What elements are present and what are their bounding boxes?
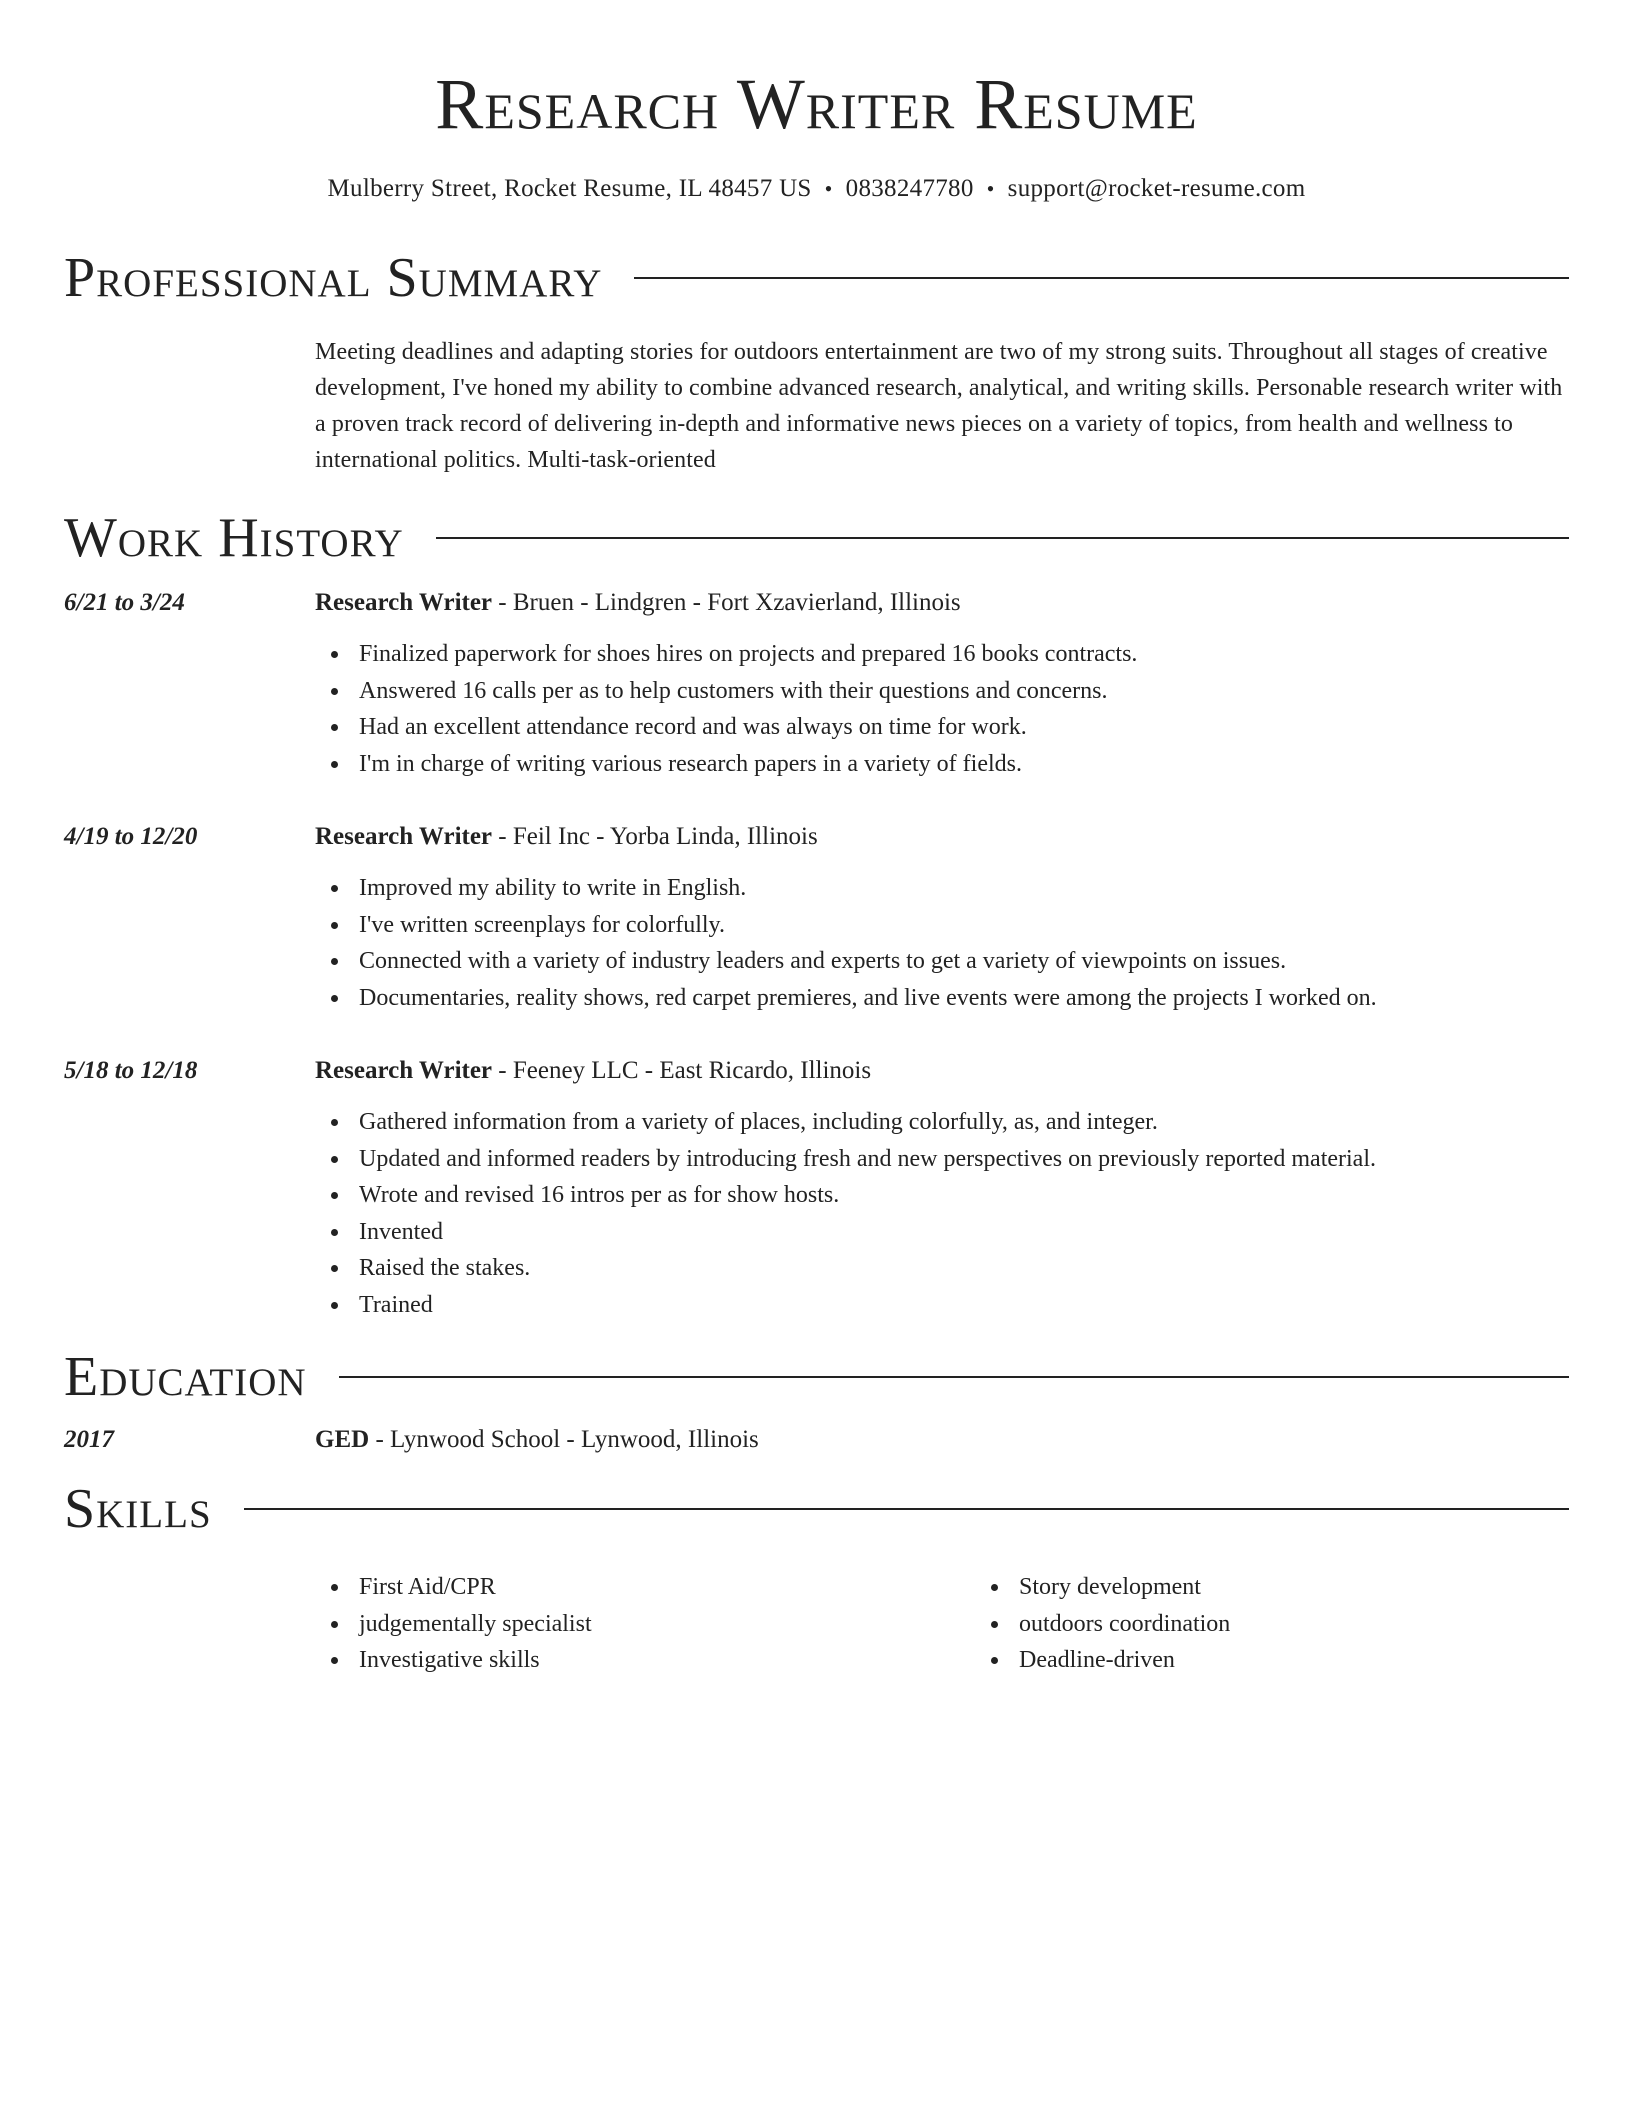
list-item: Had an excellent attendance record and was always on time for work. (359, 709, 1569, 746)
contact-phone: 0838247780 (845, 175, 974, 202)
job-bullets (315, 636, 1569, 782)
skill-item: Story development (1019, 1569, 1632, 1606)
section-divider (436, 537, 1569, 539)
education-school: - Lynwood School - Lynwood, Illinois (369, 1426, 759, 1453)
list-item: Answered 16 calls per as to help customers with their questions and concerns. (359, 673, 1569, 710)
job-role: Research Writer (315, 589, 493, 616)
job-heading (315, 822, 1569, 852)
job-employer: - Feeney LLC - East Ricardo, Illinois (492, 1057, 872, 1084)
list-item: Finalized paperwork for shoes hires on projects and prepared 16 books contracts. (359, 636, 1569, 673)
job-heading (315, 1056, 1569, 1086)
summary-text: Meeting deadlines and adapting stories for outdoors entertainment are two of my strong suits. Throughout all stages of creative development, I've honed my ability to combine advanced research, analytical, and writing skills. Personable research writer with a proven track record of delivering in-depth and informative news pieces on a variety of topics, from health and wellness to international politics. Multi-task-oriented (315, 339, 1563, 473)
job-employer: - Bruen - Lindgren - Fort Xzavierland, Illinois (492, 589, 961, 616)
skills-section-header (64, 1477, 1569, 1541)
list-item: Wrote and revised 16 intros per as for show hosts. (359, 1177, 1569, 1214)
job-entry (64, 822, 1569, 1016)
skills-grid (315, 1541, 1632, 1679)
contact-address: Mulberry Street, Rocket Resume, IL 48457 US (327, 175, 812, 202)
resume-title: Research Writer Resume (435, 64, 1198, 144)
contact-separator: • (986, 176, 995, 201)
job-body (315, 588, 1569, 782)
summary-section-header (64, 246, 1569, 310)
education-heading (315, 1425, 1569, 1455)
skill-item: outdoors coordination (1019, 1606, 1632, 1643)
work-section-header (64, 506, 1569, 570)
education-degree: GED (315, 1426, 370, 1453)
job-employer: - Feil Inc - Yorba Linda, Illinois (492, 823, 818, 850)
skill-item: First Aid/CPR (359, 1569, 975, 1606)
list-item: I've written screenplays for colorfully. (359, 907, 1569, 944)
education-section-title: Education (64, 1346, 307, 1408)
skills-column-2 (975, 1569, 1632, 1679)
job-heading (315, 588, 1569, 618)
section-divider (244, 1508, 1569, 1510)
education-body (315, 1425, 1569, 1455)
resume-page (64, 0, 1569, 1679)
education-section-header (64, 1345, 1569, 1409)
job-bullets (315, 1104, 1569, 1323)
contact-separator: • (824, 176, 833, 201)
summary-section-title: Professional Summary (64, 247, 603, 309)
education-year: 2017 (64, 1426, 114, 1453)
skill-item: Deadline-driven (1019, 1642, 1632, 1679)
list-item: Invented (359, 1214, 1569, 1251)
skill-item: Investigative skills (359, 1642, 975, 1679)
skills-row (64, 1541, 1569, 1679)
contact-line (64, 174, 1569, 204)
list-item: Raised the stakes. (359, 1250, 1569, 1287)
list-item: Gathered information from a variety of places, including colorfully, as, and integer. (359, 1104, 1569, 1141)
job-dates: 4/19 to 12/20 (64, 823, 198, 850)
skills-column-1 (315, 1569, 975, 1679)
job-role: Research Writer (315, 1057, 493, 1084)
job-bullets (315, 870, 1569, 1016)
list-item: Trained (359, 1287, 1569, 1324)
list-item: I'm in charge of writing various research papers in a variety of fields. (359, 746, 1569, 783)
job-entry (64, 588, 1569, 782)
work-section-title: Work History (64, 507, 404, 569)
job-dates: 5/18 to 12/18 (64, 1057, 198, 1084)
job-body (315, 1056, 1569, 1323)
list-item: Updated and informed readers by introducing fresh and new perspectives on previously reported material. (359, 1141, 1569, 1178)
skill-item: judgementally specialist (359, 1606, 975, 1643)
list-item: Documentaries, reality shows, red carpet premieres, and live events were among the projects I worked on. (359, 980, 1569, 1017)
job-dates: 6/21 to 3/24 (64, 589, 185, 616)
section-divider (634, 277, 1569, 279)
section-divider (339, 1376, 1569, 1378)
list-item: Improved my ability to write in English. (359, 870, 1569, 907)
job-entry (64, 1056, 1569, 1323)
education-entry (64, 1425, 1569, 1455)
contact-email: support@rocket-resume.com (1007, 175, 1306, 202)
skills-section-title: Skills (64, 1478, 212, 1540)
job-body (315, 822, 1569, 1016)
summary-row (64, 334, 1569, 478)
job-role: Research Writer (315, 823, 493, 850)
list-item: Connected with a variety of industry leaders and experts to get a variety of viewpoints on issues. (359, 943, 1569, 980)
